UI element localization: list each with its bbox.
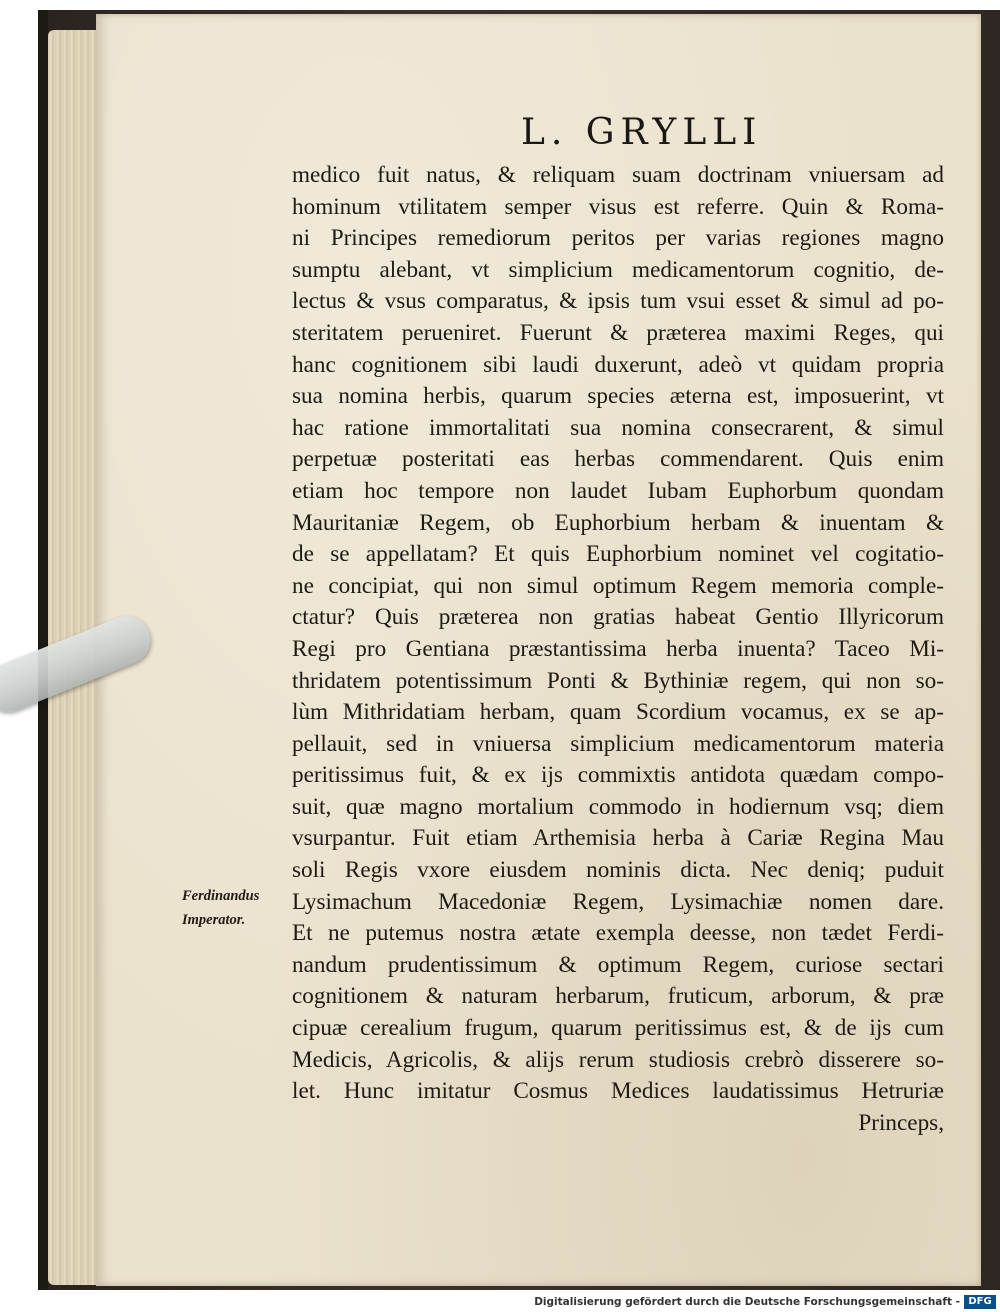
text-line: lùm Mithridatiam herbam, quam Scordium vocamus, ex se ap- <box>292 699 944 726</box>
text-line: de se appellatam? Et quis Euphorbium nominet vel cogitatio- <box>292 541 944 568</box>
text-line: cipuæ cerealium frugum, quarum peritissimus est, & de ijs cum <box>292 1015 944 1042</box>
text-line: Et ne putemus nostra ætate exempla deesse, non tædet Ferdi- <box>292 920 944 947</box>
text-line: ni Principes remediorum peritos per varias regiones magno <box>292 225 944 252</box>
text-line: ctatur? Quis præterea non gratias habeat Gentio Illyricorum <box>292 604 944 631</box>
text-line: Lysimachum Macedoniæ Regem, Lysimachiæ nomen dare. <box>292 888 944 915</box>
text-line: steritatem perueniret. Fuerunt & præterea maximi Reges, qui <box>292 319 944 346</box>
text-line: let. Hunc imitatur Cosmus Medices laudatissimus Hetruriæ <box>292 1078 944 1105</box>
text-line: sua nomina herbis, quarum species æterna est, imposuerint, vt <box>292 383 944 410</box>
funding-credit: Digitalisierung gefördert durch die Deutsche Forschungsgemeinschaft - <box>534 1296 960 1308</box>
text-line: hanc cognitionem sibi laudi duxerunt, adeò vt quidam propria <box>292 351 944 378</box>
footer <box>0 1294 1000 1312</box>
text-line: etiam hoc tempore non laudet Iubam Euphorbum quondam <box>292 477 944 504</box>
running-head: L. GRYLLI <box>521 112 763 153</box>
text-line: nandum prudentissimum & optimum Regem, curiose sectari <box>292 951 944 978</box>
body-text <box>292 160 944 1139</box>
text-line: hac ratione immortalitati sua nomina consecrarent, & simul <box>292 414 944 441</box>
text-line: ne concipiat, qui non simul optimum Regem memoria comple- <box>292 572 944 599</box>
text-line: Mauritaniæ Regem, ob Euphorbium herbam & inuentam & <box>292 509 944 536</box>
catchword: Princeps, <box>858 1109 944 1136</box>
text-line: perpetuæ posteritati eas herbas commendarent. Quis enim <box>292 446 944 473</box>
text-line: vsurpantur. Fuit etiam Arthemisia herba à Cariæ Regina Mau <box>292 825 944 852</box>
text-line: soli Regis vxore eiusdem nominis dicta. Nec deniq; puduit <box>292 857 944 884</box>
text-line: cognitionem & naturam herbarum, fruticum, arborum, & præ <box>292 983 944 1010</box>
text-line: Regi pro Gentiana præstantissima herba inuenta? Taceo Mi- <box>292 635 944 662</box>
dfg-logo: DFG <box>964 1295 996 1309</box>
text-line: lectus & vsus comparatus, & ipsis tum vsui esset & simul ad po- <box>292 288 944 315</box>
marginal-note-line: Imperator. <box>182 912 246 928</box>
text-line: medico fuit natus, & reliquam suam doctrinam vniuersam ad <box>292 162 944 188</box>
text-line: Medicis, Agricolis, & alijs rerum studiosis crebrò disserere so- <box>292 1046 944 1073</box>
text-line: hominum vtilitatem semper visus est referre. Quin & Roma- <box>292 193 944 220</box>
text-line: thridatem potentissimum Ponti & Bythiniæ regem, qui non so- <box>292 667 944 694</box>
text-line: pellauit, sed in vniuersa simplicium medicamentorum materia <box>292 730 944 757</box>
marginal-note-line: Ferdinandus <box>182 888 260 904</box>
marginal-note <box>182 884 280 932</box>
text-line: peritissimus fuit, & ex ijs commixtis antidota quædam compo- <box>292 762 944 789</box>
text-line: suit, quæ magno mortalium commodo in hodiernum vsq; diem <box>292 793 944 820</box>
text-line: sumptu alebant, vt simplicium medicamentorum cognitio, de- <box>292 256 944 283</box>
